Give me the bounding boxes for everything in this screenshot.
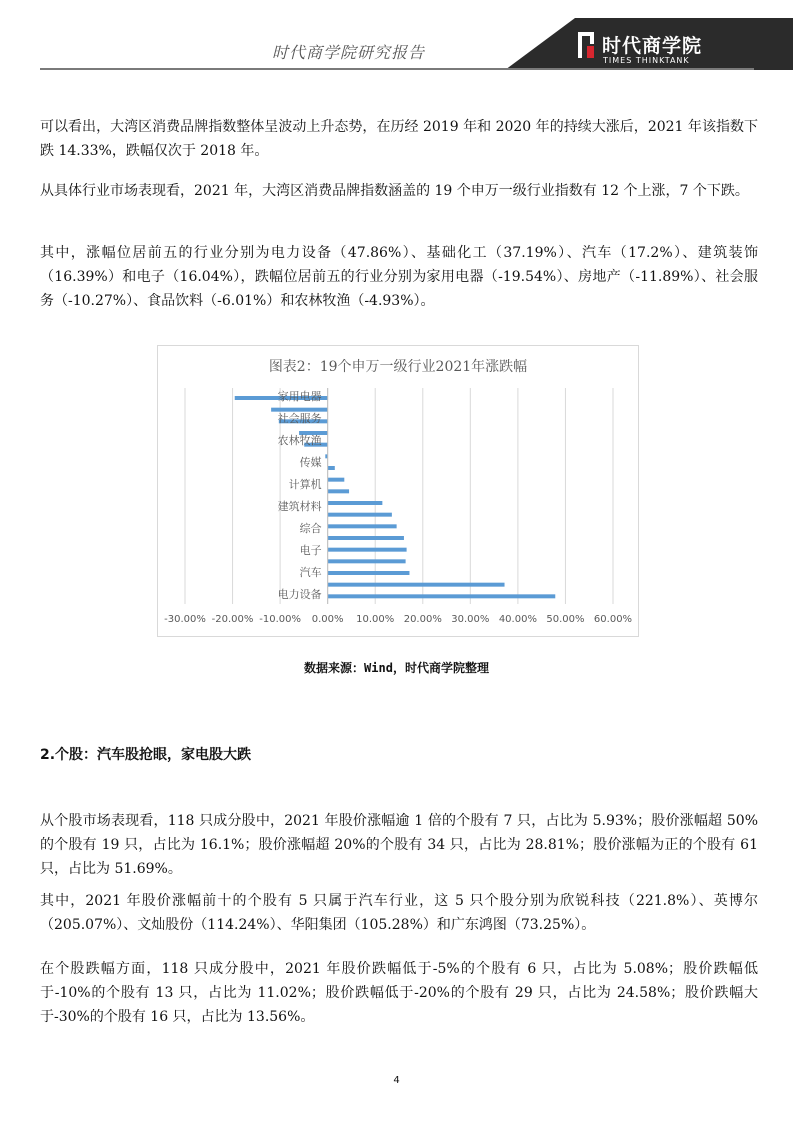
- brand-logo-icon: [578, 32, 594, 58]
- x-tick-label: 30.00%: [451, 614, 490, 625]
- x-tick-label: 60.00%: [593, 614, 633, 625]
- category-label: 建筑材料: [277, 500, 322, 513]
- chart-bar: [328, 501, 383, 505]
- chart-title: 图表2：19个申万一级行业2021年涨跌幅: [268, 359, 528, 375]
- paragraph-stock-gains: 从个股市场表现看，118 只成分股中，2021 年股价涨幅逾 1 倍的个股有 7 只，占比为 5.93%；股价涨幅超 50%的个股有 19 只，占比为 16.1%；股价涨幅超 20%的个股有 34 只，占比为 28.81%；股价涨幅为正的个股有 61 只，占比为 51.69%。: [40, 813, 758, 877]
- header-divider: [40, 68, 754, 70]
- x-tick-label: 50.00%: [546, 614, 585, 625]
- industry-change-chart: [157, 345, 639, 637]
- chart-bar: [328, 594, 556, 598]
- report-series-title: 时代商学院研究报告: [272, 43, 426, 62]
- category-label: 计算机: [288, 478, 322, 491]
- x-tick-label: 40.00%: [498, 614, 537, 625]
- section-heading: 2.个股：汽车股抢眼，家电股大跌: [40, 747, 252, 763]
- x-tick-label: 20.00%: [403, 614, 442, 625]
- chart-bar: [328, 571, 410, 575]
- category-label: 综合: [299, 522, 322, 535]
- chart-bar: [328, 513, 392, 517]
- chart-bar: [328, 466, 335, 470]
- paragraph-stock-top10: 其中，2021 年股价涨幅前十的个股有 5 只属于汽车行业，这 5 只个股分别为欣锐科技（221.8%）、英博尔（205.07%）、文灿股份（114.24%）、华阳集团（105.28%）和广东鸿图（73.25%）。: [40, 893, 758, 933]
- chart-bar: [328, 524, 397, 528]
- x-tick-label: -30.00%: [164, 614, 206, 625]
- data-source-note: 数据来源：Wind，时代商学院整理: [304, 661, 489, 675]
- paragraph-stock-declines: 在个股跌幅方面，118 只成分股中，2021 年股价跌幅低于-5%的个股有 6 只，占比为 5.08%；股价跌幅低于-10%的个股有 13 只，占比为 11.02%；股价跌幅低于-20%的个股有 29 只，占比为 24.58%；股价跌幅大于-30%的个股有 16 只，占比为 13.56%。: [40, 961, 758, 1025]
- x-tick-label: -20.00%: [211, 614, 254, 625]
- paragraph-industry-overview: 从具体行业市场表现看，2021 年，大湾区消费品牌指数涵盖的 19 个申万一级行业指数有 12 个上涨，7 个下跌。: [40, 183, 749, 199]
- brand-name-cn: 时代商学院: [602, 35, 703, 57]
- page-number: 4: [393, 1075, 400, 1086]
- category-label: 传媒: [299, 456, 322, 469]
- chart-bar: [328, 536, 404, 540]
- x-tick-label: -10.00%: [259, 614, 301, 625]
- paragraph-industry-top5: 其中，涨幅位居前五的行业分别为电力设备（47.86%）、基础化工（37.19%）、汽车（17.2%）、建筑装饰（16.39%）和电子（16.04%），跌幅位居前五的行业分别为家用电器（-19.54%）、房地产（-11.89%）、社会服务（-10.27%）、食品饮料（-6.01%）和农林牧渔（-4.93%）。: [40, 245, 758, 309]
- chart-bar: [328, 478, 345, 482]
- category-label: 农林牧渔: [277, 434, 322, 447]
- x-tick-label: 10.00%: [356, 614, 395, 625]
- chart-bar: [328, 583, 505, 587]
- category-label: 电力设备: [277, 588, 322, 601]
- x-tick-label: 0.00%: [311, 614, 344, 625]
- category-label: 社会服务: [277, 412, 322, 425]
- category-label: 家用电器: [277, 390, 322, 403]
- category-label: 电子: [299, 544, 322, 557]
- chart-bar: [328, 548, 407, 552]
- brand-name-en: TIMES THINKTANK: [603, 56, 690, 65]
- chart-bar: [328, 489, 349, 493]
- paragraph-index-trend: 可以看出，大湾区消费品牌指数整体呈波动上升态势，在历经 2019 年和 2020 年的持续大涨后，2021 年该指数下跌 14.33%，跌幅仅次于 2018 年。: [40, 119, 758, 159]
- chart-bar: [328, 559, 406, 563]
- chart-plot: [158, 346, 638, 636]
- category-label: 汽车: [299, 566, 322, 579]
